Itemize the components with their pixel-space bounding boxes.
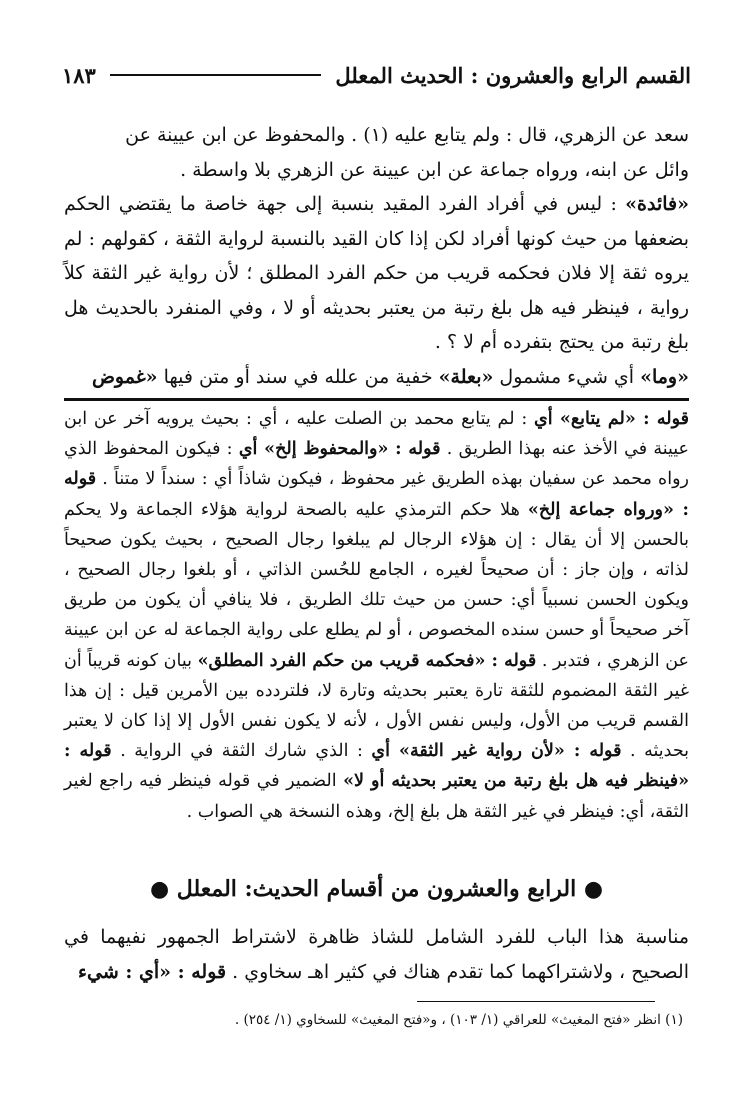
faida-label: «فائدة» xyxy=(625,193,689,215)
commentary-lemma: قوله : «ورواه جماعة إلخ» xyxy=(64,469,690,520)
header-rule xyxy=(110,74,322,76)
commentary-span: هلا حكم الترمذي عليه بالصحة لرواية هؤلاء الجماعة ولا يحكم بالحسن إلا أن يقال : إن هؤلاء الرجال لم يبلغوا رجال الصحيح ، بحيث يكون صحيحاً لذاته ، وإن جاز : أن صحيحاً لغيره ، الجامع للحُسن الذاتي ، أو بلغوا رجال الصحيح ، ويكون الحسن نسبياً أي: حسن من حيث تلك الطريق ، فلا ينافي أن يكون من طريق آخر صحيحاً أو حسن سنده المخصوص ، أو لم يطلع على رواية الجماعة له عن ابن عيينة عن الزهري ، فتدبر . xyxy=(64,499,689,671)
commentary-span: بيان كونه قريباً أن غير الثقة المضموم للثقة تارة يعتبر بحديثه وتارة لا، فلتردده بين الأمرين قيل : إن هذا القسم قريب من الأول، وليس نفس الأول ، لأنه لا يكون نفس الأول إلا إذا كان لا يعتبر بحديثه . xyxy=(64,650,689,762)
closing-text xyxy=(64,920,689,989)
commentary-lemma: قوله : «أي : شيء xyxy=(78,960,227,983)
header-title: القسم الرابع والعشرون : الحديث المعلل xyxy=(335,62,691,88)
commentary-text xyxy=(64,404,689,827)
footnote xyxy=(64,1010,683,1030)
commentary-span: : لم يتابع محمد بن الصلت عليه ، أي : بحيث يرويه آخر عن ابن عيينة في الأخذ عنه بهذا الطريق . xyxy=(64,409,689,460)
commentary-lemma: قوله : «لأن رواية غير الثقة» أي xyxy=(371,741,622,762)
closing-paragraph: مناسبة هذا الباب للفرد الشامل للشاذ ظاهرة لاشتراط الجمهور نفيهما في الصحيح ، ولاشتراكهما كما تقدم هناك في كثير اهـ سخاوي . قوله : «أي : شيء xyxy=(64,926,689,983)
commentary-lemma: قوله : «فحكمه قريب من حكم الفرد المطلق» xyxy=(197,650,537,671)
bold-term: «وما» xyxy=(640,365,689,388)
faida-paragraph: «فائدة» : ليس في أفراد الفرد المقيد بنسبة إلى جهة خاصة ما يقتضي الحكم بضعفها من حيث كونها أفراد لكن إذا كان القيد بالنسبة لرواية الثقة ، كقولهم : لم يروه ثقة إلا فلان فحكمه قريب من حكم الفرد المطلق ؛ لأن رواية غير الثقة كلاً رواية ، فينظر فيه هل بلغ رتبة من يعتبر بحديثه أو لا ، وفي المنفرد بالحديث هل بلغ رتبة من يحتج بتفرده أم لا ؟ . xyxy=(64,193,689,353)
footnote-divider xyxy=(417,1001,655,1002)
main-text xyxy=(64,118,689,394)
section-heading: ● الرابع والعشرون من أقسام الحديث: المعلل ● xyxy=(149,876,604,902)
bold-term: «غموض xyxy=(91,365,158,388)
commentary-span: : الذي شارك الثقة في الرواية . xyxy=(111,741,372,762)
page-number: ١٨٣ xyxy=(62,62,96,88)
commentary-span: الضمير في قوله فينظر فيه راجع لغير الثقة، أي: فينظر في غير الثقة هل بلغ إلخ، وهذه النسخة هي الصواب . xyxy=(64,771,689,822)
commentary-lemma: قوله : «فينظر فيه هل بلغ رتبة من يعتبر بحديثه أو لا» xyxy=(64,741,690,792)
main-last-line: «وما» أي شيء مشمول «بعلة» خفية من علله في سند أو متن فيها «غموض xyxy=(91,365,689,388)
running-header xyxy=(62,60,691,90)
main-line: وائل عن ابنه، ورواه جماعة عن ابن عيينة عن الزهري بلا واسطة . xyxy=(180,158,689,181)
faida-text: ليس في أفراد الفرد المقيد بنسبة إلى جهة خاصة ما يقتضي الحكم بضعفها من حيث كونها أفراد لكن إذا كان القيد بالنسبة لرواية الثقة ، كقولهم : لم يروه ثقة إلا فلان فحكمه قريب من حكم الفرد المطلق ؛ لأن رواية غير الثقة كلاً رواية ، فينظر فيه هل بلغ رتبة من يعتبر بحديثه أو لا ، وفي المنفرد بالحديث هل بلغ رتبة من يحتج بتفرده أم لا ؟ . xyxy=(64,193,689,353)
commentary-divider xyxy=(64,398,689,401)
commentary-span: : فيكون المحفوظ الذي رواه محمد عن سفيان بهذه الطريق غير محفوظ ، فيكون شاذاً أي : سنداً لا متناً . xyxy=(64,439,689,490)
commentary-paragraph xyxy=(64,404,689,827)
bold-term: «بعلة» xyxy=(438,365,494,388)
commentary-lemma: قوله : «لم يتابع» أي xyxy=(534,409,689,429)
commentary-lemma: قوله : «والمحفوظ إلخ» أي xyxy=(238,439,441,460)
footnote-text: (١) انظر «فتح المغيث» للعراقي (١/ ١٠٣) ، و«فتح المغيث» للسخاوي (١/ ٢٥٤) . xyxy=(234,1012,683,1028)
main-line: سعد عن الزهري، قال : ولم يتابع عليه (١) . والمحفوظ عن ابن عيينة عن xyxy=(125,124,689,146)
